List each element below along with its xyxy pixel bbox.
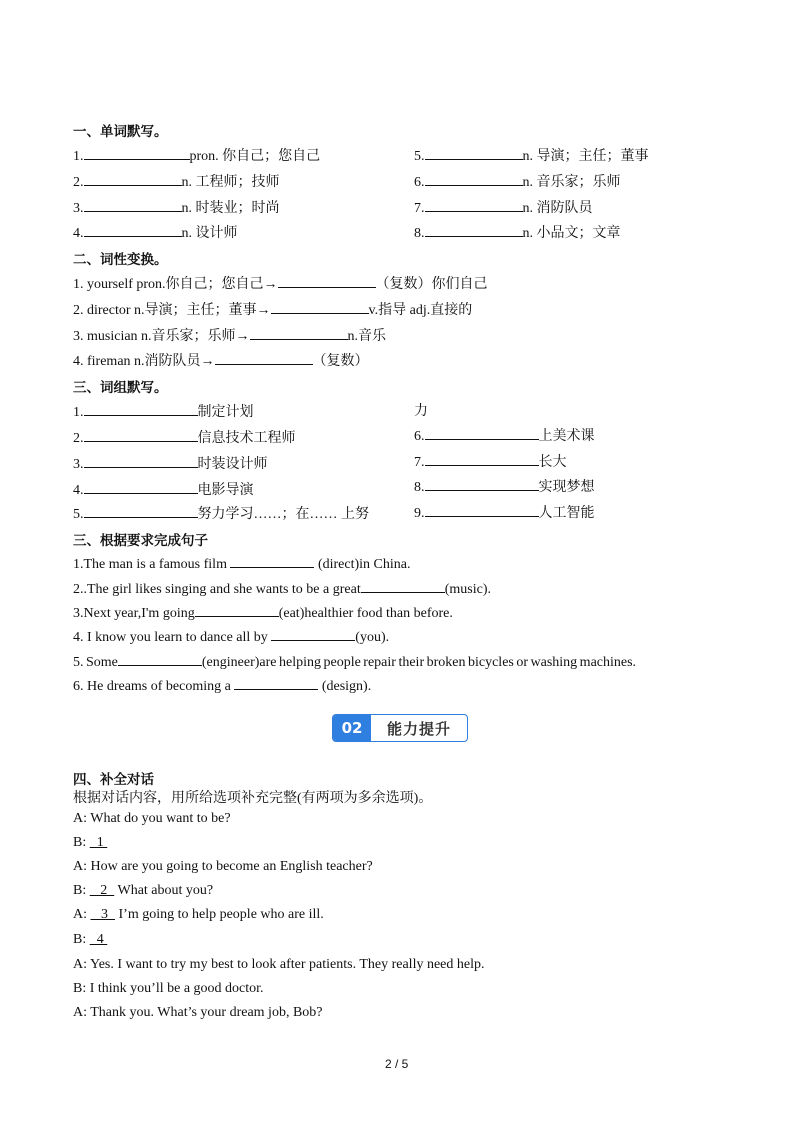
item-text-continued: 力 bbox=[414, 404, 428, 419]
list-item bbox=[73, 626, 389, 646]
answer-blank[interactable] bbox=[84, 479, 198, 494]
answer-blank[interactable] bbox=[234, 675, 318, 690]
dialogue-text: Yes. I want to try my best to look after patients. They really need help. bbox=[89, 957, 485, 972]
item-text: 长大 bbox=[538, 455, 567, 470]
banner-number: 02 bbox=[333, 715, 371, 741]
item-number: 1. bbox=[73, 405, 84, 420]
item-text: 6. He dreams of becoming a bbox=[73, 679, 235, 694]
list-item bbox=[414, 197, 593, 217]
item-text: (engineer)are helping people repair their broken bicycles or washing machines. bbox=[201, 655, 637, 670]
answer-blank[interactable] bbox=[425, 222, 523, 237]
item-number: 1. bbox=[73, 149, 84, 164]
dialogue-blank[interactable]: 2 bbox=[89, 883, 115, 898]
answer-blank[interactable] bbox=[230, 553, 314, 568]
item-text: 信息技术工程师 bbox=[197, 431, 296, 446]
list-item bbox=[414, 145, 649, 165]
instruction-text: 根据对话内容，用所给选项补充完整(有两项为多余选项)。 bbox=[73, 791, 433, 806]
dialogue-line bbox=[73, 981, 264, 997]
list-item bbox=[414, 171, 621, 191]
speaker-label: B: bbox=[73, 835, 87, 850]
item-text: (design). bbox=[318, 679, 372, 694]
list-item bbox=[73, 299, 472, 319]
item-text: 人工智能 bbox=[538, 506, 595, 521]
list-item bbox=[73, 675, 371, 695]
item-number: 4. bbox=[73, 226, 84, 241]
item-text: n. 音乐家；乐师 bbox=[522, 175, 621, 190]
section-heading-word-dictation: 一、单词默写。 bbox=[73, 124, 168, 140]
list-item bbox=[73, 171, 280, 191]
item-text: （复数）你们自己 bbox=[375, 277, 488, 292]
dialogue-line bbox=[73, 835, 107, 851]
list-item bbox=[73, 553, 411, 573]
answer-blank[interactable] bbox=[84, 197, 182, 212]
dialogue-text: Thank you. What’s your dream job, Bob? bbox=[90, 1005, 323, 1020]
item-text: n. 导演；主任；董事 bbox=[522, 149, 649, 164]
speaker-label: A: bbox=[73, 1005, 87, 1020]
dialogue-line bbox=[73, 859, 373, 875]
answer-blank[interactable] bbox=[271, 626, 355, 641]
item-text: (eat)healthier food than before. bbox=[278, 606, 453, 621]
speaker-label: A: bbox=[73, 859, 87, 874]
item-text: 2..The girl likes singing and she wants to be a great bbox=[73, 582, 361, 597]
item-text: n.音乐 bbox=[347, 329, 387, 344]
dialogue-blank[interactable]: 3 bbox=[90, 907, 115, 922]
list-item bbox=[73, 503, 369, 523]
speaker-label: A: bbox=[73, 811, 87, 826]
item-text: 制定计划 bbox=[197, 405, 254, 420]
answer-blank[interactable] bbox=[84, 503, 198, 518]
dialogue-line bbox=[73, 811, 231, 827]
speaker-label: A: bbox=[73, 957, 87, 972]
answer-blank[interactable] bbox=[425, 425, 539, 440]
page-number: 2 / 5 bbox=[385, 1057, 409, 1071]
speaker-label: B: bbox=[73, 932, 87, 947]
answer-blank[interactable] bbox=[425, 476, 539, 491]
dialogue-line bbox=[73, 907, 324, 923]
dialogue-text: I’m going to help people who are ill. bbox=[115, 907, 324, 922]
item-text: 上美术课 bbox=[538, 429, 595, 444]
item-number: 8. bbox=[414, 226, 425, 241]
answer-blank[interactable] bbox=[84, 222, 182, 237]
answer-blank[interactable] bbox=[195, 602, 279, 617]
item-text: 1.The man is a famous film bbox=[73, 557, 231, 572]
item-number: 6. bbox=[414, 429, 425, 444]
item-text: n. 消防队员 bbox=[522, 201, 593, 216]
dialogue-line bbox=[73, 932, 107, 948]
answer-blank[interactable] bbox=[425, 145, 523, 160]
item-text: （复数） bbox=[312, 354, 369, 369]
list-item bbox=[73, 197, 280, 217]
list-item bbox=[73, 651, 636, 671]
item-text: (direct)in China. bbox=[314, 557, 411, 572]
dialogue-line bbox=[73, 957, 485, 973]
list-item bbox=[73, 401, 254, 421]
banner-title: 能力提升 bbox=[386, 719, 451, 738]
item-text: 实现梦想 bbox=[538, 480, 595, 495]
item-text: pron. 你自己；您自己 bbox=[189, 149, 321, 164]
item-text: 努力学习……；在…… 上努 bbox=[197, 507, 369, 522]
list-item bbox=[73, 479, 254, 499]
item-text: (you). bbox=[355, 630, 390, 645]
item-text: 3. musician n.音乐家；乐师→ bbox=[73, 329, 250, 344]
answer-blank[interactable] bbox=[361, 578, 445, 593]
item-number: 6. bbox=[414, 175, 425, 190]
dialogue-blank[interactable]: 4 bbox=[89, 932, 108, 947]
item-text: n. 时装业；时尚 bbox=[181, 201, 280, 216]
item-number: 4. bbox=[73, 483, 84, 498]
list-item bbox=[414, 425, 595, 445]
answer-blank[interactable] bbox=[425, 197, 523, 212]
answer-blank[interactable] bbox=[84, 171, 182, 186]
item-number: 2. bbox=[73, 175, 84, 190]
section-heading-complete-sentences: 三、根据要求完成句子 bbox=[73, 533, 208, 549]
list-item bbox=[73, 273, 488, 293]
answer-blank[interactable] bbox=[84, 453, 198, 468]
section-heading-dialogue: 四、补全对话 bbox=[73, 772, 154, 788]
list-item bbox=[73, 145, 320, 165]
dialogue-text: I think you’ll be a good doctor. bbox=[89, 981, 264, 996]
dialogue-line bbox=[73, 1005, 323, 1021]
item-number: 8. bbox=[414, 480, 425, 495]
list-item bbox=[73, 602, 453, 622]
ability-boost-banner bbox=[332, 714, 468, 742]
speaker-label: A: bbox=[73, 907, 87, 922]
dialogue-line bbox=[73, 883, 213, 899]
item-text: (music). bbox=[444, 582, 491, 597]
answer-blank[interactable] bbox=[278, 273, 376, 288]
dialogue-text: How are you going to become an English teacher? bbox=[90, 859, 373, 874]
list-item bbox=[414, 451, 567, 471]
answer-blank[interactable] bbox=[215, 350, 313, 365]
item-text: n. 小品文；文章 bbox=[522, 226, 621, 241]
answer-blank[interactable] bbox=[84, 145, 190, 160]
item-text: 电影导演 bbox=[197, 483, 254, 498]
answer-blank[interactable] bbox=[84, 427, 198, 442]
list-item bbox=[73, 350, 369, 370]
item-text: 3.Next year,I'm going bbox=[73, 606, 195, 621]
list-item bbox=[414, 502, 595, 522]
item-number: 5. bbox=[414, 149, 425, 164]
list-item bbox=[414, 476, 595, 496]
item-number: 3. bbox=[73, 457, 84, 472]
item-text: 4. I know you learn to dance all by bbox=[73, 630, 272, 645]
answer-blank[interactable] bbox=[271, 299, 369, 314]
dialogue-text: What about you? bbox=[114, 883, 214, 898]
section-heading-phrases: 三、词组默写。 bbox=[73, 380, 168, 396]
item-text: n. 设计师 bbox=[181, 226, 238, 241]
item-number: 2. bbox=[73, 431, 84, 446]
dialogue-text: What do you want to be? bbox=[90, 811, 231, 826]
speaker-label: B: bbox=[73, 981, 87, 996]
answer-blank[interactable] bbox=[118, 651, 202, 666]
item-number: 9. bbox=[414, 506, 425, 521]
list-item bbox=[73, 453, 268, 473]
list-item bbox=[73, 222, 238, 242]
answer-blank[interactable] bbox=[250, 325, 348, 340]
section-heading-word-forms: 二、词性变换。 bbox=[73, 252, 168, 268]
item-text: v.指导 adj.直接的 bbox=[368, 303, 473, 318]
item-text: 4. fireman n.消防队员→ bbox=[73, 354, 215, 369]
list-item bbox=[73, 325, 386, 345]
answer-blank[interactable] bbox=[425, 451, 539, 466]
answer-blank[interactable] bbox=[425, 502, 539, 517]
item-text: 2. director n.导演；主任；董事→ bbox=[73, 303, 271, 318]
item-text: 时装设计师 bbox=[197, 457, 268, 472]
item-number: 3. bbox=[73, 201, 84, 216]
item-number: 7. bbox=[414, 201, 425, 216]
answer-blank[interactable] bbox=[84, 401, 198, 416]
list-item bbox=[73, 427, 296, 447]
item-text: n. 工程师；技师 bbox=[181, 175, 280, 190]
answer-blank[interactable] bbox=[425, 171, 523, 186]
list-item bbox=[414, 222, 621, 242]
list-item bbox=[73, 578, 491, 598]
speaker-label: B: bbox=[73, 883, 87, 898]
item-text: 5. Some bbox=[73, 655, 118, 670]
item-number: 5. bbox=[73, 507, 84, 522]
item-number: 7. bbox=[414, 455, 425, 470]
dialogue-blank[interactable]: 1 bbox=[89, 835, 108, 850]
item-text: 1. yourself pron.你自己；您自己→ bbox=[73, 277, 278, 292]
